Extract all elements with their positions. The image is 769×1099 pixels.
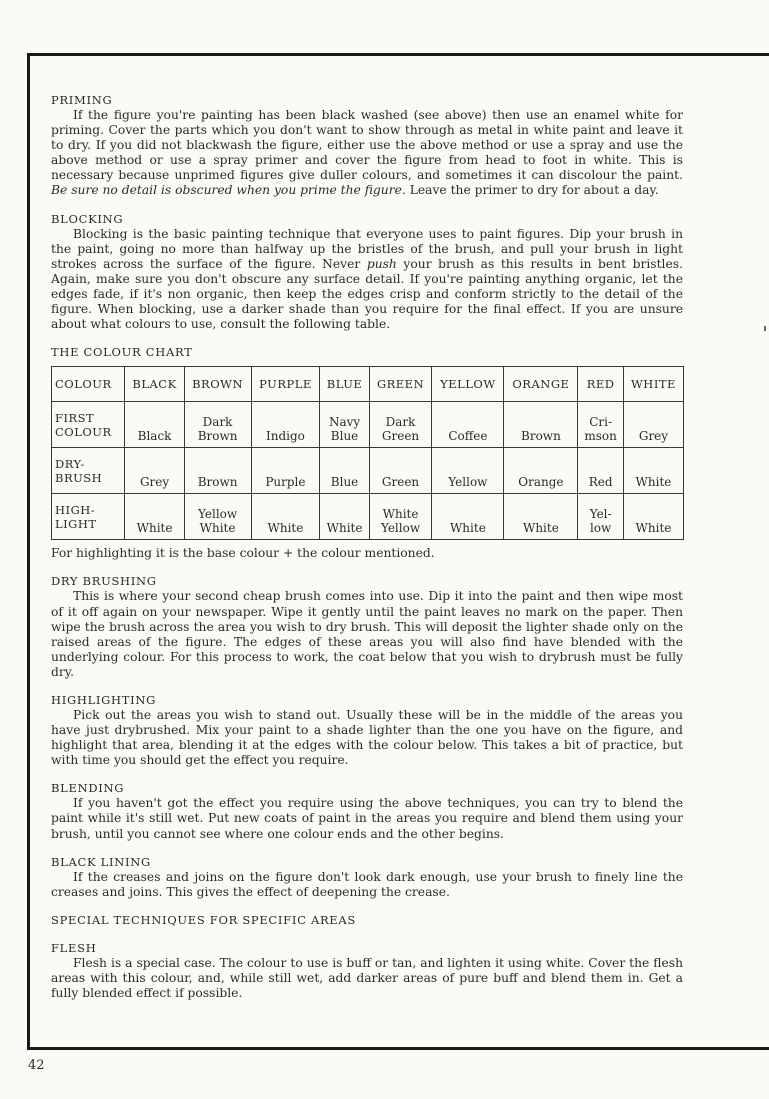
page-content <box>51 93 683 1014</box>
chart-header-cell: BROWN <box>184 367 251 402</box>
chart-cell <box>432 494 504 540</box>
chart-header-cell: WHITE <box>623 367 683 402</box>
special-heading: SPECIAL TECHNIQUES FOR SPECIFIC AREAS <box>51 912 356 927</box>
chart-cell <box>184 494 251 540</box>
chart-cell <box>320 448 369 494</box>
chart-row <box>52 448 684 494</box>
chart-header-cell: ORANGE <box>504 367 578 402</box>
chart-cell-line: Navy <box>328 415 361 430</box>
chart-cell <box>251 402 320 448</box>
chart-header-cell: YELLOW <box>432 367 504 402</box>
chart-cell <box>369 402 432 448</box>
chart-header-cell: PURPLE <box>251 367 320 402</box>
chart-cell-line: White <box>635 521 672 536</box>
chart-cell <box>504 494 578 540</box>
chart-cell <box>504 448 578 494</box>
chart-cell-line: low <box>589 521 612 536</box>
chart-header-cell: GREEN <box>369 367 432 402</box>
section-text: If the figure you're painting has been black washed (see above) then use an enamel white for priming. Cover the parts which you don't want to show through as metal in white paint and leave it to dry. If you did not blackwash the figure, either use the above method or use a spray and use the above method or use a spray primer and cover the figure from head to foot in white. This is necessary because unprimed figures give duller colours, and sometimes it can discolour the paint. Be sure no detail is obscured when you prime the figure. Leave the primer to dry for about a day. <box>51 108 683 198</box>
edge-mark <box>764 326 766 331</box>
chart-cell-line: Yel- <box>589 507 612 522</box>
chart-header-cell: BLACK <box>125 367 184 402</box>
chart-row <box>52 402 684 448</box>
chart-row-label <box>52 494 125 540</box>
chart-header-cell: BLUE <box>320 367 369 402</box>
chart-cell-line: White <box>635 475 672 490</box>
chart-cell <box>125 448 184 494</box>
chart-cell-line: White <box>136 521 173 536</box>
chart-cell-line: Grey <box>139 475 170 490</box>
section-heading: BLENDING <box>51 781 125 796</box>
chart-cell-line: Brown <box>197 429 238 444</box>
chart-row-label-line: LIGHT <box>55 516 97 531</box>
chart-cell-line: Dark <box>385 415 416 430</box>
chart-cell-line: Black <box>137 429 172 444</box>
section-dry-brushing <box>51 574 683 680</box>
section-priming <box>51 93 683 199</box>
chart-cell-line: Brown <box>521 429 561 444</box>
chart-cell-line: White <box>449 521 486 536</box>
section-heading: HIGHLIGHTING <box>51 692 157 707</box>
section-heading: DRY BRUSHING <box>51 574 157 589</box>
chart-row-label-line: FIRST <box>55 410 95 425</box>
chart-cell-line: Brown <box>197 475 238 490</box>
chart-cell-line: White <box>522 521 559 536</box>
chart-cell-line: Blue <box>330 429 359 444</box>
chart-cell-line: Green <box>381 429 420 444</box>
section-text: Flesh is a special case. The colour to use is buff or tan, and lighten it using white. Cover the flesh areas with this colour, and, while still wet, add darker areas of pure buff and blend them in. Get a fully blended effect if possible. <box>51 955 683 1000</box>
chart-row-label <box>52 402 125 448</box>
chart-cell <box>251 448 320 494</box>
chart-cell-line: White <box>382 507 419 522</box>
chart-row-label-line: COLOUR <box>55 424 112 439</box>
section-text: This is where your second cheap brush comes into use. Dip it into the paint and then wipe most of it off again on your newspaper. Wipe it gently until the paint leaves no mark on the paper. Then wipe the brush across the area you wish to dry brush. This will deposit the lighter shade only on the raised areas of the figure. The edges of these areas you will also find have blended with the underlying colour. For this process to work, the coat below that you wish to drybrush must be fully dry. <box>51 589 683 679</box>
chart-cell-line: Yellow <box>448 475 488 490</box>
chart-cell-line: Grey <box>638 429 669 444</box>
chart-cell <box>578 448 624 494</box>
chart-cell-line: White <box>199 521 236 536</box>
chart-cell <box>320 494 369 540</box>
chart-cell <box>623 448 683 494</box>
colour-chart-title: THE COLOUR CHART <box>51 345 193 360</box>
chart-cell <box>578 402 624 448</box>
chart-cell-line: Yellow <box>380 521 421 536</box>
chart-cell-line: Indigo <box>265 429 305 444</box>
section-text: Pick out the areas you wish to stand out. Usually these will be in the middle of the areas you have just drybrushed. Mix your paint to a shade lighter than the one you have on the figure, and highlight that area, blending it at the edges with the colour below. This takes a bit of practice, but with time you should get the effect you require. <box>51 707 683 768</box>
section-black-lining <box>51 855 683 900</box>
colour-chart-note: For highlighting it is the base colour + the colour mentioned. <box>51 546 435 561</box>
section-blocking <box>51 212 683 333</box>
section-text: Blocking is the basic painting technique that everyone uses to paint figures. Dip your brush in the paint, going no more than halfway up the bristles of the brush, and pull your brush in light strokes across the surface of the figure. Never push your brush as this results in bent bristles. Again, make sure you don't obscure any surface detail. If you're painting anything organic, let the edges fade, if it's non organic, then keep the edges crisp and conform strictly to the detail of the figure. When blocking, use a darker shade than you require for the final effect. If you are unsure about what colours to use, consult the following table. <box>51 226 683 332</box>
chart-row-label-line: DRY- <box>55 456 85 471</box>
chart-cell <box>125 402 184 448</box>
section-text: If the creases and joins on the figure don't look dark enough, use your brush to finely line the creases and joins. This gives the effect of deepening the crease. <box>51 869 683 899</box>
chart-row-label <box>52 448 125 494</box>
chart-cell-line: Red <box>588 475 613 490</box>
chart-cell-line: Yellow <box>198 507 238 522</box>
colour-chart-table <box>51 366 684 540</box>
chart-cell <box>578 494 624 540</box>
chart-cell <box>623 494 683 540</box>
chart-cell-line: Orange <box>518 475 564 490</box>
section-heading: BLOCKING <box>51 211 124 226</box>
section-highlighting <box>51 693 683 768</box>
chart-cell-line: Green <box>381 475 420 490</box>
chart-cell-line: Cri- <box>589 415 613 430</box>
section-special <box>51 913 683 928</box>
chart-row-label-line: HIGH- <box>55 502 96 517</box>
chart-cell <box>369 448 432 494</box>
chart-cell <box>251 494 320 540</box>
section-heading: PRIMING <box>51 93 113 107</box>
chart-cell-line: White <box>267 521 304 536</box>
chart-cell-line: Blue <box>330 475 359 490</box>
chart-cell-line: Coffee <box>448 429 488 444</box>
chart-cell <box>623 402 683 448</box>
chart-cell-line: mson <box>584 429 617 444</box>
chart-cell <box>504 402 578 448</box>
section-flesh <box>51 941 683 1001</box>
chart-header-cell: COLOUR <box>52 367 125 402</box>
chart-cell-line: Dark <box>202 415 233 430</box>
chart-cell-line: White <box>326 521 363 536</box>
chart-cell <box>432 448 504 494</box>
chart-cell-line: Purple <box>265 475 306 490</box>
chart-row <box>52 494 684 540</box>
chart-cell <box>320 402 369 448</box>
section-heading: FLESH <box>51 940 97 955</box>
chart-row-label-line: BRUSH <box>55 470 103 485</box>
chart-cell <box>184 402 251 448</box>
page-number: 42 <box>28 1058 45 1073</box>
chart-cell <box>432 402 504 448</box>
chart-cell <box>125 494 184 540</box>
chart-cell <box>184 448 251 494</box>
section-text: If you haven't got the effect you require using the above techniques, you can try to blend the paint while it's still wet. Put new coats of paint in the areas you require and blend them using your brush, until you cannot see where one colour ends and the other begins. <box>51 796 683 841</box>
chart-header-cell: RED <box>578 367 624 402</box>
chart-cell <box>369 494 432 540</box>
chart-header-row <box>52 367 684 402</box>
section-blending <box>51 781 683 841</box>
section-heading: BLACK LINING <box>51 854 151 869</box>
